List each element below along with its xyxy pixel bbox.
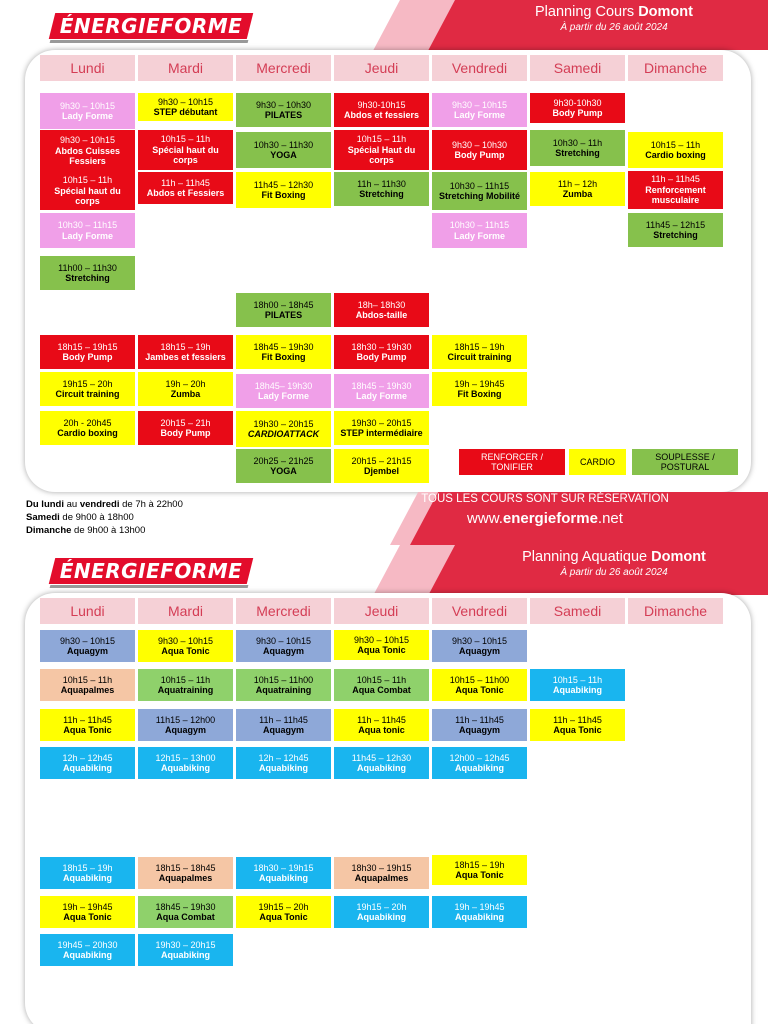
class-name: Aquabiking: [455, 763, 504, 773]
class-time: 19h – 19h45: [454, 901, 505, 912]
class-name: Zumba: [562, 189, 593, 199]
class-name: Stretching: [653, 230, 698, 240]
class-name: Renforcement musculaire: [645, 184, 706, 206]
class-name: Aquabiking: [455, 912, 504, 922]
class-name: Spécial haut du corps: [152, 144, 219, 166]
class-time: 9h30 – 10h30: [255, 99, 312, 110]
class-time: 9h30 – 10h15: [353, 634, 410, 645]
class-slot[interactable]: [530, 130, 625, 166]
class-slot[interactable]: [236, 449, 331, 483]
class-time: 10h30 – 11h15: [449, 180, 510, 191]
class-time: 10h30 – 11h15: [57, 220, 118, 230]
class-slot[interactable]: [236, 630, 331, 662]
class-time: 10h15 – 11h00: [253, 674, 314, 685]
class-name: Djembel: [363, 466, 399, 476]
class-name: Aquabiking: [63, 950, 112, 960]
class-slot[interactable]: [334, 669, 429, 701]
class-slot[interactable]: [138, 747, 233, 779]
class-name: Aquabiking: [63, 763, 112, 773]
class-time: 11h – 11h45: [259, 714, 308, 725]
class-name: Body Pump: [356, 352, 407, 362]
class-name: YOGA: [270, 150, 297, 160]
class-slot[interactable]: [334, 172, 429, 206]
class-time: 10h15 – 11h: [160, 674, 211, 685]
day-header-row: [40, 55, 726, 81]
class-slot[interactable]: [432, 335, 527, 369]
class-time: 18h15 – 19h: [62, 862, 113, 873]
class-time: 19h – 20h: [165, 378, 206, 389]
class-name: Lady Forme: [355, 391, 407, 401]
class-slot[interactable]: [530, 709, 625, 741]
class-time: 18h45– 19h30: [254, 380, 313, 391]
class-slot[interactable]: [40, 669, 135, 701]
class-time: 12h – 12h45: [62, 752, 113, 763]
page-title: Planning Cours Domont: [535, 4, 693, 20]
class-name: Aqua Combat: [156, 912, 215, 922]
class-time: 11h – 11h30: [357, 178, 406, 189]
day-header-vendredi: Vendredi: [432, 55, 527, 81]
class-slot[interactable]: [334, 747, 429, 779]
class-name: Abdos et Fessiers: [146, 188, 225, 198]
class-time: 11h45 – 12h15: [645, 219, 706, 230]
class-name: Aquapalmes: [354, 873, 409, 883]
class-slot[interactable]: [138, 709, 233, 741]
class-slot[interactable]: [334, 857, 429, 889]
class-time: 10h30 – 11h30: [253, 139, 314, 150]
class-time: 10h15 – 11h: [356, 674, 407, 685]
class-slot[interactable]: [334, 335, 429, 369]
class-slot[interactable]: [40, 256, 135, 290]
class-name: Aqua Tonic: [63, 912, 112, 922]
aqua-planning: [0, 545, 768, 1024]
class-time: 11h – 11h45: [357, 714, 406, 725]
class-slot[interactable]: [432, 93, 527, 127]
class-slot[interactable]: [40, 130, 135, 172]
class-slot[interactable]: [236, 335, 331, 369]
class-name: PILATES: [264, 310, 303, 320]
class-time: 20h15 – 21h15: [351, 455, 412, 466]
class-slot[interactable]: [236, 411, 331, 447]
class-slot[interactable]: [236, 857, 331, 889]
class-time: 11h – 11h45: [651, 174, 700, 185]
class-time: 9h30 – 10h30: [451, 139, 508, 150]
class-time: 11h45 – 12h30: [253, 179, 314, 190]
class-name: Aquabiking: [553, 685, 602, 695]
class-slot[interactable]: [236, 669, 331, 701]
class-name: Spécial haut du corps: [54, 185, 121, 207]
opening-hours: [26, 498, 183, 537]
logo: ÉNERGIEFORME: [49, 558, 253, 584]
class-slot[interactable]: [138, 630, 233, 662]
class-slot[interactable]: [236, 896, 331, 928]
class-time: 18h15 – 19h: [454, 341, 505, 352]
class-slot[interactable]: [334, 130, 429, 170]
class-slot[interactable]: [236, 172, 331, 208]
class-name: Aquatraining: [157, 685, 214, 695]
class-slot[interactable]: [334, 411, 429, 445]
class-name: Aquabiking: [357, 912, 406, 922]
class-time: 10h15 – 11h: [552, 674, 603, 685]
day-header-row: [40, 598, 726, 624]
class-name: Stretching: [65, 273, 110, 283]
class-time: 11h – 11h45: [161, 177, 210, 188]
day-header-samedi: Samedi: [530, 55, 625, 81]
class-slot[interactable]: [138, 372, 233, 406]
class-slot[interactable]: [432, 130, 527, 170]
class-slot[interactable]: [432, 669, 527, 701]
class-name: STEP débutant: [153, 107, 218, 117]
class-slot[interactable]: [138, 130, 233, 170]
class-name: Fit Boxing: [457, 389, 502, 399]
day-header-lundi: Lundi: [40, 598, 135, 624]
day-header-mercredi: Mercredi: [236, 598, 331, 624]
class-time: 9h30 – 10h15: [157, 635, 214, 646]
class-slot[interactable]: [236, 709, 331, 741]
class-time: 9h30 – 10h15: [255, 635, 312, 646]
day-header-dimanche: Dimanche: [628, 55, 723, 81]
class-name: Stretching: [359, 189, 404, 199]
logo: ÉNERGIEFORME: [49, 13, 253, 39]
class-slot[interactable]: [40, 411, 135, 445]
class-name: Aquabiking: [63, 873, 112, 883]
class-time: 11h – 11h45: [455, 714, 504, 725]
website-link[interactable]: www.energieforme.net: [467, 510, 623, 527]
class-time: 20h25 – 21h25: [253, 455, 314, 466]
class-time: 18h– 18h30: [357, 299, 406, 310]
class-name: Lady Forme: [61, 230, 113, 241]
class-slot[interactable]: [334, 93, 429, 127]
class-name: Aquagym: [262, 646, 304, 656]
class-name: Cardio boxing: [645, 150, 706, 160]
class-name: Aqua Tonic: [259, 912, 308, 922]
class-name: Aqua Tonic: [357, 645, 406, 655]
class-time: 11h45 – 12h30: [351, 752, 412, 763]
class-time: 20h - 20h45: [63, 417, 112, 428]
class-name: Lady Forme: [453, 230, 505, 241]
class-time: 10h15 – 11h: [650, 139, 701, 150]
class-name: Aqua Tonic: [161, 646, 210, 656]
hours-sunday: Dimanche de 9h00 à 13h00: [26, 525, 146, 536]
class-name: Zumba: [170, 389, 201, 399]
class-name: Aqua Tonic: [455, 870, 504, 880]
class-name: Aquagym: [458, 646, 500, 656]
class-time: 19h30 – 20h15: [155, 939, 216, 950]
reservation-notice: TOUS LES COURS SONT SUR RÉSERVATION: [421, 493, 669, 505]
class-time: 19h – 19h45: [454, 378, 505, 389]
class-time: 18h45 – 19h30: [253, 341, 314, 352]
legend-renforcer: RENFORCER / TONIFIER: [459, 449, 565, 475]
class-time: 19h30 – 20h15: [253, 418, 314, 429]
class-slot[interactable]: [334, 896, 429, 928]
class-slot[interactable]: [236, 132, 331, 168]
class-name: Aquagym: [262, 725, 304, 735]
class-slot[interactable]: [432, 172, 527, 210]
day-header-jeudi: Jeudi: [334, 598, 429, 624]
class-time: 10h30 – 11h: [552, 137, 603, 148]
class-name: Fit Boxing: [261, 190, 306, 200]
day-header-mardi: Mardi: [138, 598, 233, 624]
class-time: 18h30 – 19h15: [351, 862, 412, 873]
day-header-mercredi: Mercredi: [236, 55, 331, 81]
class-name: Aqua Tonic: [63, 725, 112, 735]
class-slot[interactable]: [236, 374, 331, 408]
class-name: Aquabiking: [259, 873, 308, 883]
class-slot[interactable]: [334, 449, 429, 483]
schedule-card: [25, 593, 751, 1024]
class-name: Aquapalmes: [158, 873, 213, 883]
day-header-jeudi: Jeudi: [334, 55, 429, 81]
class-name: Abdos-taille: [355, 310, 408, 320]
class-time: 19h30 – 20h15: [351, 417, 412, 428]
class-name: Body Pump: [552, 108, 603, 118]
class-slot[interactable]: [138, 857, 233, 889]
class-time: 19h15 – 20h: [258, 901, 309, 912]
class-name: Abdos Cuisses Fessiers: [54, 145, 121, 167]
class-slot[interactable]: [40, 93, 135, 129]
class-name: Aqua Combat: [352, 685, 411, 695]
class-time: 10h15 – 11h00: [449, 674, 510, 685]
day-header-samedi: Samedi: [530, 598, 625, 624]
class-slot[interactable]: [40, 630, 135, 662]
schedule-card: [25, 50, 751, 492]
class-slot[interactable]: [40, 747, 135, 779]
day-header-mardi: Mardi: [138, 55, 233, 81]
hours-saturday: Samedi de 9h00 à 18h00: [26, 512, 134, 523]
class-name: Aquapalmes: [60, 685, 115, 695]
class-time: 11h00 – 11h30: [58, 262, 117, 273]
legend-souplesse: SOUPLESSE / POSTURAL: [632, 449, 738, 475]
class-time: 10h30 – 11h15: [449, 220, 510, 230]
class-time: 12h15 – 13h00: [155, 752, 216, 763]
class-name: Spécial Haut du corps: [347, 144, 416, 166]
class-name: Fit Boxing: [261, 352, 306, 362]
class-slot[interactable]: [628, 213, 723, 247]
class-time: 10h15 – 11h: [356, 134, 407, 145]
class-time: 18h15 – 19h15: [57, 341, 118, 352]
class-name: Cardio boxing: [57, 428, 118, 438]
class-time: 9h30-10h15: [357, 99, 406, 110]
class-time: 9h30-10h30: [553, 97, 602, 108]
class-name: Aquagym: [164, 725, 206, 735]
class-name: YOGA: [270, 466, 297, 476]
class-slot[interactable]: [334, 374, 429, 408]
class-slot[interactable]: [432, 855, 527, 885]
day-header-vendredi: Vendredi: [432, 598, 527, 624]
class-name: Abdos et fessiers: [343, 110, 420, 120]
class-time: 18h30 – 19h30: [351, 341, 412, 352]
class-slot[interactable]: [334, 709, 429, 741]
class-time: 19h45 – 20h30: [57, 939, 118, 950]
class-slot[interactable]: [40, 934, 135, 966]
class-name: Circuit training: [55, 389, 120, 399]
class-time: 18h45 – 19h30: [155, 901, 216, 912]
class-slot[interactable]: [138, 335, 233, 369]
class-name: Jambes et fessiers: [145, 352, 226, 362]
page-title: Planning Aquatique Domont: [522, 549, 706, 565]
class-slot[interactable]: [432, 747, 527, 779]
class-slot[interactable]: [138, 172, 233, 204]
class-slot[interactable]: [40, 896, 135, 928]
class-slot[interactable]: [40, 172, 135, 210]
page-subtitle: À partir du 26 août 2024: [560, 22, 668, 33]
class-name: STEP intermédiaire: [340, 428, 423, 438]
class-time: 18h45 – 19h30: [351, 380, 412, 391]
class-time: 18h00 – 18h45: [253, 299, 314, 310]
class-time: 11h15 – 12h00: [155, 714, 216, 725]
class-slot[interactable]: [236, 747, 331, 779]
class-slot[interactable]: [334, 293, 429, 327]
class-name: Aquatraining: [255, 685, 312, 695]
class-time: 9h30 – 10h15: [451, 99, 508, 110]
class-time: 12h00 – 12h45: [449, 752, 510, 763]
class-name: Stretching: [555, 148, 600, 158]
class-time: 20h15 – 21h: [160, 417, 211, 428]
class-time: 9h30 – 10h15: [157, 96, 214, 107]
class-slot[interactable]: [530, 93, 625, 123]
class-name: Aqua tonic: [358, 725, 405, 735]
class-slot[interactable]: [530, 172, 625, 206]
class-name: Aquabiking: [161, 950, 210, 960]
class-time: 10h15 – 11h: [62, 175, 113, 186]
class-slot[interactable]: [432, 709, 527, 741]
class-time: 18h30 – 19h15: [253, 862, 314, 873]
day-header-dimanche: Dimanche: [628, 598, 723, 624]
class-slot[interactable]: [432, 213, 527, 248]
class-name: Lady Forme: [453, 110, 505, 120]
class-slot[interactable]: [628, 171, 723, 209]
class-slot[interactable]: [236, 93, 331, 127]
class-time: 9h30 – 10h15: [59, 635, 116, 646]
class-slot[interactable]: [40, 213, 135, 248]
class-slot[interactable]: [236, 293, 331, 327]
class-time: 19h15 – 20h: [356, 901, 407, 912]
class-time: 19h15 – 20h: [62, 378, 113, 389]
class-name: Body Pump: [454, 150, 505, 160]
class-slot[interactable]: [138, 669, 233, 701]
class-slot[interactable]: [138, 93, 233, 121]
class-slot[interactable]: [40, 857, 135, 889]
class-slot[interactable]: [40, 372, 135, 406]
class-name: Lady Forme: [61, 111, 113, 121]
class-name: CARDIOATTACK: [247, 429, 320, 439]
class-slot[interactable]: [138, 896, 233, 928]
class-slot[interactable]: [138, 411, 233, 445]
class-name: Aquabiking: [161, 763, 210, 773]
class-time: 19h – 19h45: [62, 901, 113, 912]
class-time: 18h15 – 19h: [454, 859, 505, 870]
class-time: 10h15 – 11h: [160, 134, 211, 145]
page-subtitle: À partir du 26 août 2024: [560, 567, 668, 578]
class-time: 18h15 – 19h: [160, 341, 211, 352]
logo-shadow: [50, 40, 249, 43]
class-name: Lady Forme: [257, 391, 309, 401]
class-time: 11h – 11h45: [63, 714, 112, 725]
class-slot[interactable]: [334, 630, 429, 660]
class-name: Aquabiking: [357, 763, 406, 773]
class-slot[interactable]: [432, 372, 527, 406]
class-name: Aquabiking: [259, 763, 308, 773]
logo-shadow: [50, 585, 249, 588]
class-slot[interactable]: [432, 630, 527, 662]
class-slot[interactable]: [530, 669, 625, 701]
hours-weekday: Du lundi au vendredi de 7h à 22h00: [26, 499, 183, 510]
class-slot[interactable]: [138, 934, 233, 966]
class-name: Stretching Mobilité: [439, 191, 520, 201]
class-time: 11h – 12h: [557, 178, 598, 189]
class-slot[interactable]: [40, 709, 135, 741]
class-slot[interactable]: [628, 132, 723, 168]
day-header-lundi: Lundi: [40, 55, 135, 81]
class-name: Body Pump: [62, 352, 113, 362]
class-name: Aqua Tonic: [455, 685, 504, 695]
legend-cardio: CARDIO: [569, 449, 626, 475]
class-name: Aqua Tonic: [553, 725, 602, 735]
class-time: 11h – 11h45: [553, 714, 602, 725]
class-name: PILATES: [264, 110, 303, 120]
class-time: 10h15 – 11h: [62, 674, 113, 685]
class-slot[interactable]: [432, 896, 527, 928]
class-time: 9h30 – 10h15: [59, 135, 116, 146]
class-time: 12h – 12h45: [258, 752, 309, 763]
class-name: Aquagym: [66, 646, 108, 656]
class-time: 18h15 – 18h45: [155, 862, 216, 873]
class-name: Circuit training: [447, 352, 512, 362]
class-name: Body Pump: [160, 428, 211, 438]
class-name: Aquagym: [458, 725, 500, 735]
class-time: 9h30 – 10h15: [59, 100, 116, 111]
class-slot[interactable]: [40, 335, 135, 369]
class-time: 9h30 – 10h15: [451, 635, 508, 646]
